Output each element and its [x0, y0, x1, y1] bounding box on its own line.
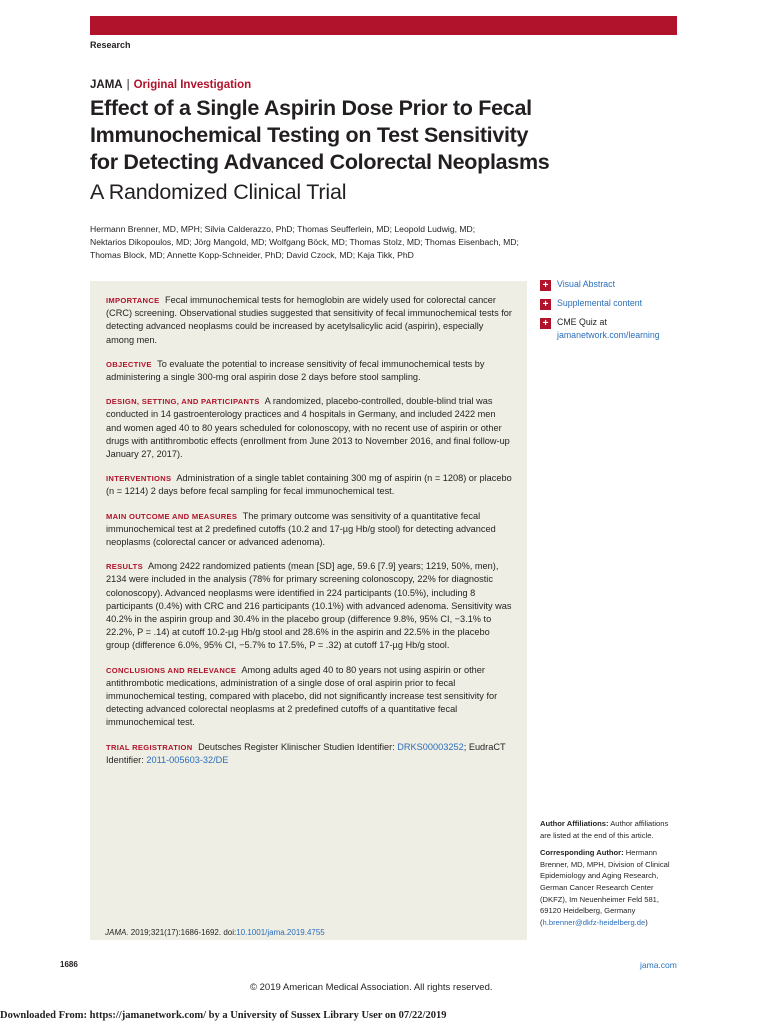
article-subtitle: A Randomized Clinical Trial — [90, 180, 347, 204]
plus-icon: + — [540, 318, 551, 329]
section-head: OBJECTIVE — [106, 359, 152, 369]
section-head: INTERVENTIONS — [106, 474, 172, 484]
author-line: Thomas Block, MD; Annette Kopp-Schneider, PhD; David Czock, MD; Kaja Tikk, PhD — [90, 250, 414, 260]
abstract-importance — [106, 294, 513, 347]
abstract-objective — [106, 358, 513, 384]
journal-name: JAMA — [90, 79, 123, 91]
section-text: Deutsches Register Klinischer Studien Identifier: — [198, 741, 395, 752]
article-title: Effect of a Single Aspirin Dose Prior to Fecal Immunochemical Testing on Test Sensitivity for Detecting Advanced Colorectal Neoplasms — [90, 96, 550, 174]
visual-abstract-link[interactable] — [540, 279, 680, 291]
cme-at: at — [599, 317, 607, 327]
supplemental-content-link[interactable] — [540, 298, 680, 310]
article-type: Original Investigation — [133, 79, 252, 91]
kicker-separator: | — [126, 79, 130, 91]
sidebar-links — [540, 279, 680, 347]
plus-icon: + — [540, 299, 551, 310]
section-text: Administration of a single tablet containing 300 mg of aspirin (n = 1208) or placebo (n = 1214) 2 days before fecal sampling for fecal immunochemical test. — [106, 473, 512, 497]
section-head: MAIN OUTCOME AND MEASURES — [106, 511, 238, 521]
abstract-trial-registration — [106, 741, 513, 767]
link-label: Supplemental content — [557, 298, 643, 308]
section-head: IMPORTANCE — [106, 296, 160, 305]
author-line: Nektarios Dikopoulos, MD; Jörg Mangold, MD; Wolfgang Böck, MD; Thomas Stolz, MD; Thomas Eisenbach, MD; — [90, 237, 519, 247]
citation — [105, 928, 325, 937]
author-affiliations — [540, 818, 680, 841]
section-text: A randomized, placebo-controlled, double-blind trial was conducted in 14 gastroenterology practices and 4 hospitals in Germany, and included 2422 men and women aged 40 to 80 years scheduled for colonoscopy, with no recent use of aspirin or other drugs with antithrombotic effects (enrollment from June 2013 to November 2016, and final follow-up January 27, 2017). — [106, 396, 510, 460]
cme-url[interactable]: jamanetwork.com/learning — [557, 330, 660, 340]
page-number: 1686 — [60, 960, 78, 969]
download-notice: Downloaded From: https://jamanetwork.com/ by a University of Sussex Library User on 07/22/2019 — [0, 1010, 447, 1021]
section-head: TRIAL REGISTRATION — [106, 742, 193, 752]
affiliations-text: Author affiliations are listed at the end of this article. — [540, 819, 669, 840]
abstract-box — [90, 281, 527, 940]
abstract-outcome — [106, 510, 513, 550]
section-text: Among 2422 randomized patients (mean [SD] age, 59.6 [7.9] years; 1219, 50%, men), 2134 were included in the analysis (78% for primary screening colonoscopy, 22% for diagnostic colonoscopy). Advanced neoplasms were identified in 224 participants (10.5%), including 8 participants (0.4%) with CRC and 216 participants (10.1%) with advanced adenoma. Sensitivity was 40.2% in the aspirin group and 30.4% in the placebo group (difference 9.8%, 95% CI, −3.1% to 22.2%, P = .14) at cutoff 10.2-µg Hb/g stool and 28.6% in the aspirin and 22.5% in the placebo group (difference 6.0%, 95% CI, −5.7% to 17.5%, P = .32) at cutoff 17-µg Hb/g stool. — [106, 561, 512, 651]
abstract-conclusions — [106, 664, 513, 730]
citation-ref: 2019;321(17):1686-1692. doi: — [130, 928, 237, 937]
cme-block — [557, 317, 660, 340]
section-text: EudraCT Identifier: — [106, 741, 506, 765]
email-link[interactable]: h.brenner@dkfz-heidelberg.de — [542, 917, 646, 927]
drks-link[interactable]: DRKS00003252 — [397, 741, 464, 752]
email-paren-close: ) — [645, 917, 648, 927]
corresponding-head: Corresponding Author: — [540, 848, 624, 858]
cme-label: CME Quiz — [557, 317, 598, 327]
author-info — [540, 818, 680, 934]
doi-link[interactable]: 10.1001/jama.2019.4755 — [236, 928, 325, 937]
section-head: CONCLUSIONS AND RELEVANCE — [106, 665, 237, 675]
cme-quiz-link[interactable] — [540, 317, 680, 340]
header-color-bar — [90, 16, 677, 35]
section-text: The primary outcome was sensitivity of a quantitative fecal immunochemical test at 2 predefined cutoffs (10.2 and 17-µg Hb/g stool) for detecting advanced neoplasms (colorectal cancer or advanced adenoma). — [106, 510, 496, 548]
abstract-results — [106, 560, 513, 652]
section-text: To evaluate the potential to increase sensitivity of fecal immunochemical tests by administering a single 300-mg oral aspirin dose 2 days before stool sampling. — [106, 358, 485, 383]
citation-journal: JAMA. — [105, 928, 129, 937]
link-label: Visual Abstract — [557, 279, 616, 289]
copyright: © 2019 American Medical Association. All rights reserved. — [250, 982, 493, 993]
abstract-design — [106, 395, 513, 461]
section-head: DESIGN, SETTING, AND PARTICIPANTS — [106, 397, 260, 407]
punctuation: ; — [463, 741, 467, 752]
corresponding-text: Hermann Brenner, MD, MPH, Division of Clinical Epidemiology and Aging Research, German Cancer Research Center (DKFZ), Im Neuenheimer Feld 581, 69120 Heidelberg, Germany — [540, 848, 670, 916]
section-label: Research — [90, 40, 131, 50]
affiliations-head: Author Affiliations: — [540, 819, 609, 828]
section-head: RESULTS — [106, 562, 143, 572]
email-paren-open: ( — [540, 917, 543, 927]
author-line: Hermann Brenner, MD, MPH; Silvia Calderazzo, PhD; Thomas Seufferlein, MD; Leopold Ludwig, MD; — [90, 224, 476, 234]
journal-kicker — [90, 79, 251, 91]
section-text: Fecal immunochemical tests for hemoglobin are widely used for colorectal cancer (CRC) screening. Observational studies suggested that sensitivity of fecal immunochemical tests for detecting advanced neoplasms could be increased by acetylsalicylic acid (aspirin), especially among men. — [106, 295, 512, 345]
section-text: Among adults aged 40 to 80 years not using aspirin or other antithrombotic medications, administration of a single dose of oral aspirin prior to fecal immunochemical testing, compared with placebo, did not significantly increase test sensitivity for detecting advanced colorectal neoplasms at 2 predefined cutoffs of a quantitative fecal immunochemical test. — [106, 664, 498, 728]
corresponding-author — [540, 847, 680, 928]
site-link[interactable]: jama.com — [640, 960, 677, 970]
eudract-link[interactable]: 2011-005603-32/DE — [146, 754, 229, 765]
author-list — [90, 223, 560, 262]
abstract-interventions — [106, 472, 513, 498]
plus-icon: + — [540, 280, 551, 291]
